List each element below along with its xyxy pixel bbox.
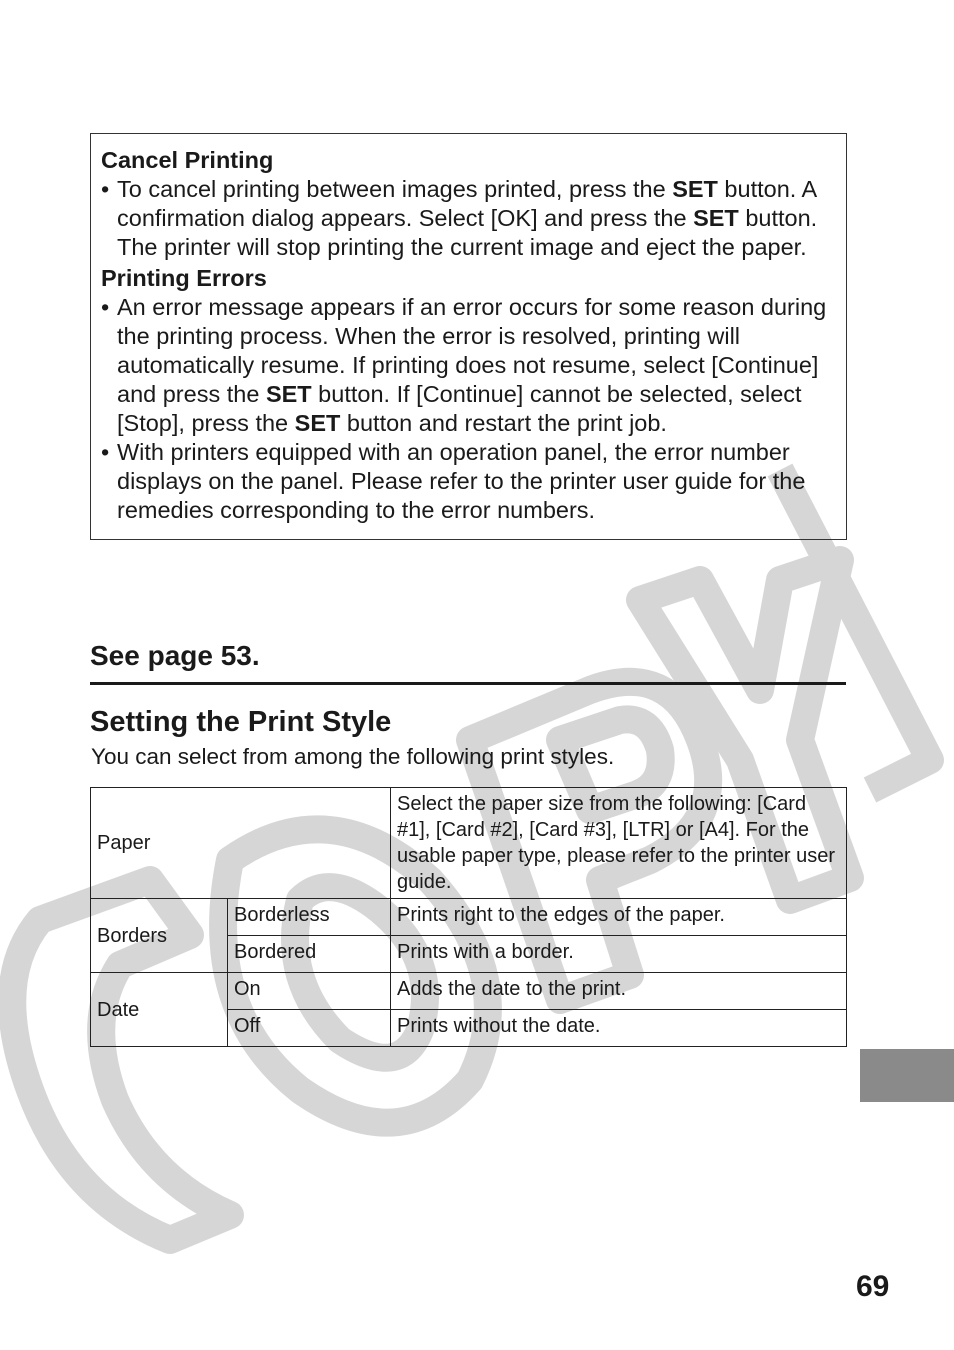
bullet-icon: • — [101, 294, 110, 320]
see-page-heading: See page 53. — [90, 636, 846, 685]
printing-errors-list — [101, 293, 836, 525]
paper-description: Select the paper size from the following: [Card #1], [Card #2], [Card #3], [LTR] or [A4]. For the usable paper type, please refer to the printer user guide. — [391, 788, 847, 899]
option-description: Prints without the date. — [391, 1010, 847, 1047]
cancel-result: The printer will stop printing the current image and eject the paper. — [117, 234, 807, 260]
table-row — [91, 788, 847, 899]
option-description: Prints with a border. — [391, 936, 847, 973]
set-button-term: SET — [693, 205, 739, 231]
cancel-printing-section — [101, 146, 836, 262]
print-style-table — [90, 787, 847, 1047]
cancel-printing-heading: Cancel Printing — [101, 147, 274, 173]
option-name: On — [228, 973, 391, 1010]
cancel-instruction: To cancel printing between images printed, press the SET button. A confirmation dialog appears. Select [OK] and press the SET button. — [117, 176, 818, 231]
printing-errors-heading: Printing Errors — [101, 265, 267, 291]
option-description: Prints right to the edges of the paper. — [391, 899, 847, 936]
set-button-term: SET — [294, 410, 341, 436]
page-number: 69 — [856, 1270, 890, 1303]
option-name: Bordered — [228, 936, 391, 973]
borders-label: Borders — [91, 899, 228, 973]
list-item — [101, 175, 836, 262]
bullet-icon: • — [101, 176, 110, 202]
printing-errors-section — [101, 264, 836, 525]
list-item — [101, 293, 836, 438]
section-intro: You can select from among the following print styles. — [91, 744, 615, 769]
note-box — [90, 133, 847, 540]
option-description: Adds the date to the print. — [391, 973, 847, 1010]
cancel-printing-list — [101, 175, 836, 262]
error-panel-text: With printers equipped with an operation panel, the error number displays on the panel. Please refer to the printer user guide for the remedies corresponding to the error numbers. — [117, 439, 806, 523]
paper-label: Paper — [91, 788, 391, 899]
table-row — [91, 899, 847, 936]
option-name: Borderless — [228, 899, 391, 936]
list-item — [101, 438, 836, 525]
bullet-icon: • — [101, 439, 110, 465]
error-resume-text: An error message appears if an error occurs for some reason during the printing process. When the error is resolved, printing will automatically resume. If printing does not resume, select [Continue] and press the SET button. If [Continue] cannot be selected, select [Stop], press the SET button and restart the print job. — [117, 294, 827, 436]
set-button-term: SET — [672, 176, 718, 202]
section-title: Setting the Print Style — [90, 706, 392, 738]
table-row — [91, 973, 847, 1010]
option-name: Off — [228, 1010, 391, 1047]
set-button-term: SET — [265, 381, 312, 407]
chapter-tab-marker — [860, 1049, 954, 1102]
date-label: Date — [91, 973, 228, 1047]
